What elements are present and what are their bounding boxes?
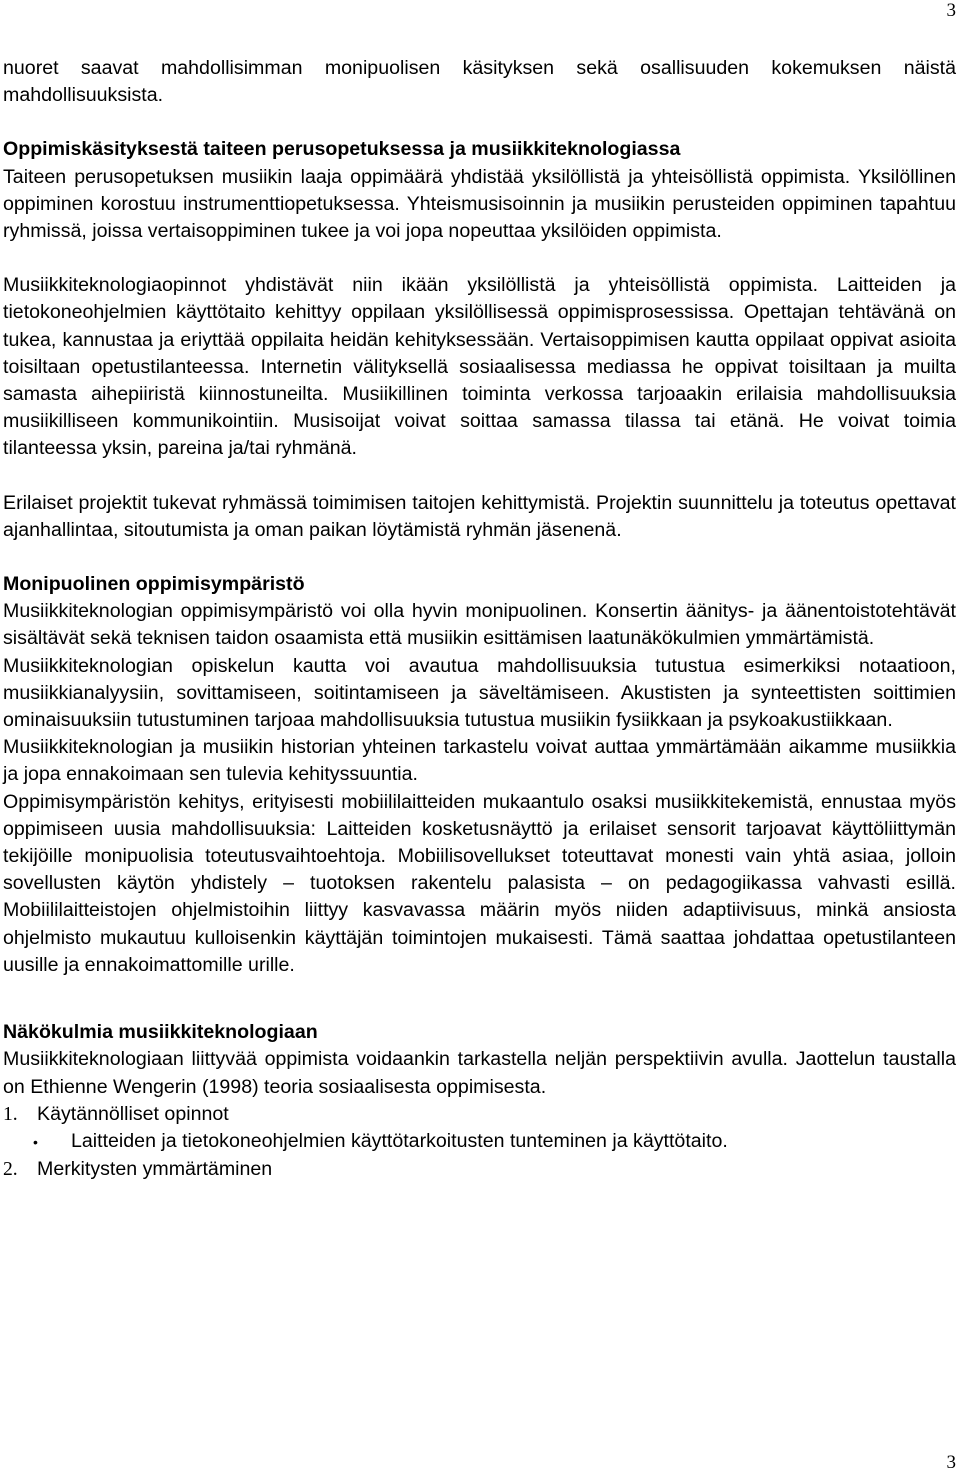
paragraph: Musiikkiteknologiaopinnot yhdistävät niin ikään yksilöllistä ja yhteisöllistä oppimista. Laitteiden ja tietokoneohjelmien käyttötaito kehittyy oppilaan yksilöllisessä oppimisprosessissa. Opettajan tehtävänä on tukea, kannustaa ja eriyttää oppilaita heidän kehityksessään. Vertaisoppimisen kautta oppilaat oppivat asioita toisiltaan opetustilanteessa. Internetin välityksellä sosiaalisessa mediassa he oppivat toisiltaan ja muilta samasta aihepiiristä kiinnostuneilta. Musiikillinen toiminta verkossa tarjoaakin erilaisia mahdollisuuksia musiikilliseen kommunikointiin. Musisoijat voivat soittaa samassa tilassa tai etänä. He voivat toimia tilanteessa yksin, pareina ja/tai ryhmänä. xyxy=(3,274,956,460)
bullet-text: Laitteiden ja tietokoneohjelmien käyttötarkoitusten tunteminen ja käyttötaito. xyxy=(71,1129,728,1152)
page-number-bottom: 3 xyxy=(946,1452,956,1473)
section-heading-learning-environment: Monipuolinen oppimisympäristö xyxy=(3,573,305,596)
section-heading-learning-concept: Oppimiskäsityksestä taiteen perusopetuksessa ja musiikkiteknologiassa xyxy=(3,138,681,161)
list-number: 1. xyxy=(3,1103,18,1125)
paragraph: Musiikkiteknologian ja musiikin historian yhteinen tarkastelu voivat auttaa ymmärtämään aikamme musiikkia ja jopa ennakoimaan sen tulevia kehityssuuntia. xyxy=(3,736,956,786)
section-heading-perspectives: Näkökulmia musiikkiteknologiaan xyxy=(3,1021,318,1044)
numbered-list-item xyxy=(3,1101,956,1128)
paragraph: Taiteen perusopetuksen musiikin laaja oppimäärä yhdistää yksilöllistä ja yhteisöllistä oppimista. Yksilöllinen oppiminen korostuu instrumenttiopetuksessa. Yhteismusisoinnin ja musiikin perusteiden oppiminen tapahtuu ryhmissä, joissa vertaisoppiminen tukee ja voi jopa nopeuttaa yksilöiden oppimista. xyxy=(3,165,956,243)
bullet-list-item xyxy=(3,1128,956,1156)
paragraph: Erilaiset projektit tukevat ryhmässä toimimisen taitojen kehittymistä. Projektin suunnittelu ja toteutus opettavat ajanhallintaa, sitoutumista ja oman paikan löytämistä ryhmän jäsenenä. xyxy=(3,491,956,541)
intro-paragraph: nuoret saavat mahdollisimman monipuolisen käsityksen sekä osallisuuden kokemuksen näistä mahdollisuuksista. xyxy=(3,57,956,107)
list-item-text: Käytännölliset opinnot xyxy=(37,1102,229,1125)
paragraph: Oppimisympäristön kehitys, erityisesti mobiililaitteiden mukaantulo osaksi musiikkitekemistä, ennustaa myös oppimiseen uusia mahdollisuuksia: Laitteiden kosketusnäyttö ja erilaiset sensorit tarjoavat käyttöliittymän tekijöille monipuolisia toteutusvaihtoehtoja. Mobiilisovellukset toteuttavat monesti vain yhtä asiaa, jolloin sovellusten käytön yhdistely – tuotoksen rakentelu palasista – on pedagogiikassa vahvasti esillä. Mobiililaitteistojen ohjelmistoihin liittyy kasvavassa määrin myös niiden adaptiivisuus, minkä ansiosta ohjelmisto mukautuu kulloisenkin käyttäjän toimintojen mukaisesti. Tämä saattaa johdattaa opetustilanteen uusille ja ennakoimattomille urille. xyxy=(3,790,956,976)
numbered-list-item xyxy=(3,1156,956,1183)
bullet-icon: • xyxy=(33,1133,38,1150)
document-body xyxy=(3,55,956,1183)
page-number-top: 3 xyxy=(946,0,956,21)
paragraph: Musiikkiteknologian opiskelun kautta voi avautua mahdollisuuksia tutustua esimerkiksi notaatioon, musiikkianalyysiin, sovittamiseen, soitintamiseen ja säveltämiseen. Akustisten ja synteettisten soittimien ominaisuuksiin tutustuminen tarjoaa mahdollisuuksia tutustua musiikin fysiikkaan ja psykoakustiikkaan. xyxy=(3,654,956,732)
paragraph: Musiikkiteknologian oppimisympäristö voi olla hyvin monipuolinen. Konsertin äänitys- ja äänentoistotehtävät sisältävät sekä teknisen taidon osaamista että musiikin esittämisen laatunäkökulmien ymmärtämistä. xyxy=(3,600,956,650)
list-item-text: Merkitysten ymmärtäminen xyxy=(37,1158,273,1181)
list-number: 2. xyxy=(3,1159,18,1181)
paragraph: Musiikkiteknologiaan liittyvää oppimista voidaankin tarkastella neljän perspektiivin avulla. Jaottelun taustalla on Ethienne Wengerin (1998) teoria sosiaalisesta oppimisesta. xyxy=(3,1048,956,1098)
